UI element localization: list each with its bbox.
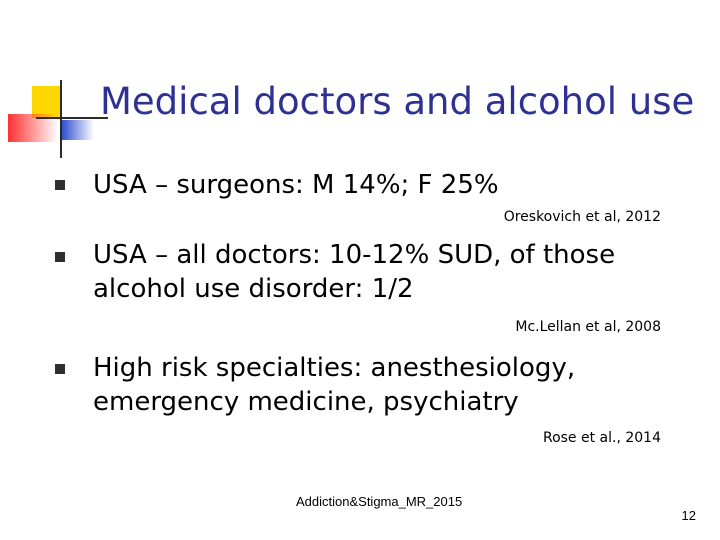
logo-yellow-square — [32, 86, 62, 118]
bullet-marker — [55, 180, 65, 190]
bullet-line: High risk specialties: anesthesiology, — [93, 353, 576, 383]
citation: Oreskovich et al, 2012 — [503, 209, 661, 225]
footer-text: Addiction&Stigma_MR_2015 — [296, 494, 463, 509]
bullet-line: USA – surgeons: M 14%; F 25% — [93, 170, 499, 200]
bullet-line: emergency medicine, psychiatry — [93, 387, 519, 417]
bullet-line: USA – all doctors: 10-12% SUD, of those — [93, 240, 616, 270]
bullet-text — [93, 238, 693, 306]
bullet-line: alcohol use disorder: 1/2 — [93, 274, 414, 304]
logo-blue-square — [62, 120, 94, 140]
citation: Mc.Lellan et al, 2008 — [515, 319, 661, 335]
bullet-text — [93, 351, 693, 419]
bullet-marker — [55, 364, 65, 374]
page-number: 12 — [681, 508, 696, 523]
citation: Rose et al., 2014 — [542, 430, 661, 446]
slide-title: Medical doctors and alcohol use — [100, 80, 695, 123]
decorative-logo — [0, 0, 110, 170]
bullet-text — [93, 168, 693, 202]
bullet-marker — [55, 252, 65, 262]
